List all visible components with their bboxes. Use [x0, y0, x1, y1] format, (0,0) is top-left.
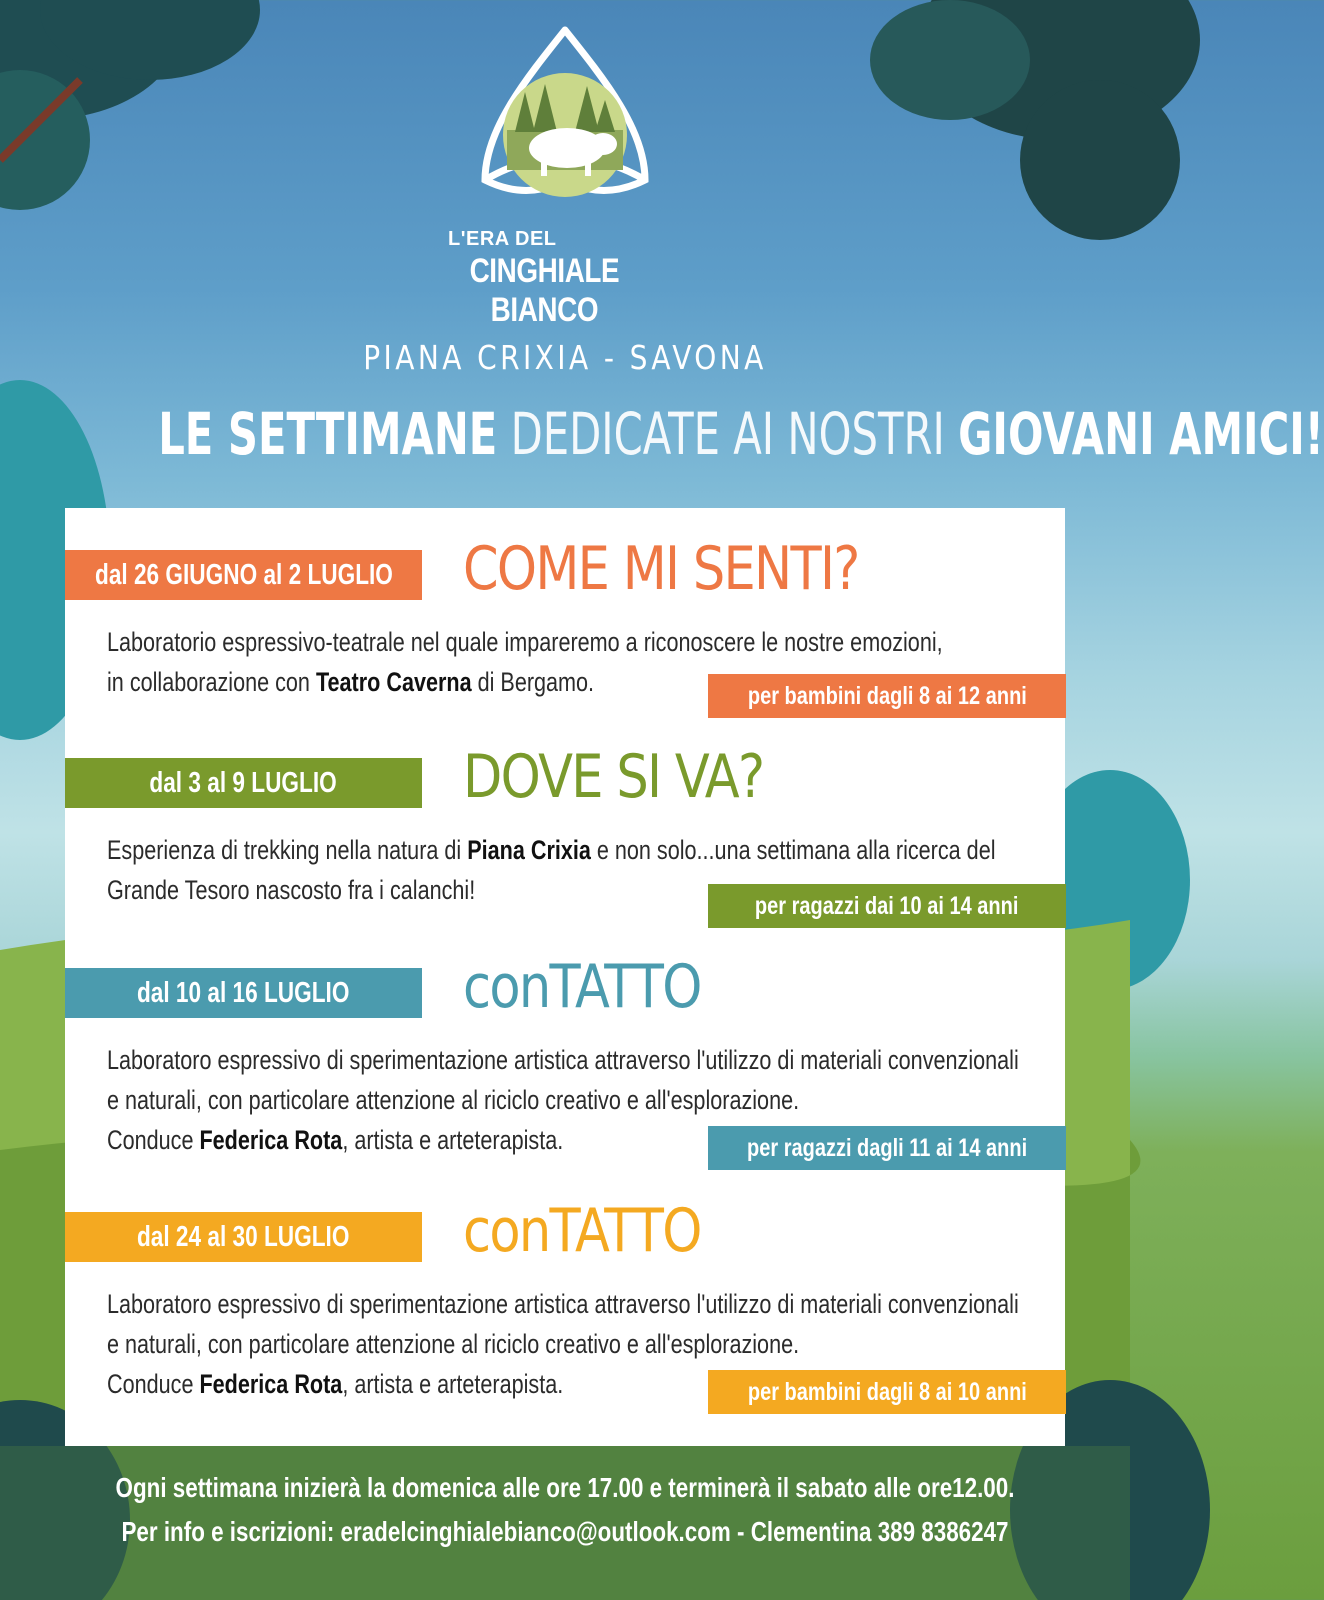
- footer-contact: Per info e iscrizioni: eradelcinghialebianco@outlook.com - Clementina 389 8386247: [121, 1516, 1009, 1547]
- age-badge: per ragazzi dagli 11 ai 14 anni: [708, 1126, 1066, 1170]
- triquetra-boar-logo-icon: [455, 20, 675, 220]
- week-description: Laboratoro espressivo di sperimentazione artistica attraverso l'utilizzo di materiali convenzionali e naturali, con particolare attenzione al riciclo creativo e all'esplorazione. Conduce Federica Rota, artista e arteterapista.: [107, 1289, 1019, 1399]
- program-panel: [65, 508, 1065, 1446]
- week-title: COME MI SENTI?: [463, 534, 859, 604]
- age-badge: per bambini dagli 8 ai 10 anni: [708, 1370, 1066, 1414]
- brand-name-line1: L'ERA DEL: [448, 228, 557, 250]
- date-tab: dal 10 al 16 LUGLIO: [65, 968, 422, 1018]
- week-description: Laboratorio espressivo-teatrale nel quale impareremo a riconoscere le nostre emozioni, in collaborazione con Teatro Caverna di Bergamo.: [107, 627, 943, 697]
- headline-part1: LE SETTIMANE: [158, 400, 498, 468]
- headline-part3: GIOVANI AMICI!: [958, 400, 1324, 468]
- headline-part2: DEDICATE AI NOSTRI: [510, 400, 945, 468]
- main-headline: [158, 400, 1324, 468]
- date-tab: dal 24 al 30 LUGLIO: [65, 1212, 422, 1262]
- age-badge: per ragazzi dai 10 ai 14 anni: [708, 884, 1066, 928]
- footer-schedule: Ogni settimana inizierà la domenica alle ore 17.00 e terminerà il sabato alle ore12.00.: [115, 1472, 1015, 1503]
- week-title: DOVE SI VA?: [463, 742, 764, 812]
- footer-info: [0, 1466, 1130, 1554]
- week-description: Laboratoro espressivo di sperimentazione artistica attraverso l'utilizzo di materiali convenzionali e naturali, con particolare attenzione al riciclo creativo e all'esplorazione. Conduce Federica Rota, artista e arteterapista.: [107, 1045, 1019, 1155]
- week-description: Esperienza di trekking nella natura di Piana Crixia e non solo...una settimana alla ricerca del Grande Tesoro nascosto fra i calanchi!: [107, 835, 996, 905]
- date-tab: dal 3 al 9 LUGLIO: [65, 758, 422, 808]
- age-badge: per bambini dagli 8 ai 12 anni: [708, 674, 1066, 718]
- date-tab: dal 26 GIUGNO al 2 LUGLIO: [65, 550, 422, 600]
- week-title: conTATTO: [463, 952, 701, 1022]
- brand-name-line2: CINGHIALE BIANCO: [469, 252, 620, 329]
- location-heading: PIANA CRIXIA - SAVONA: [363, 338, 767, 377]
- week-title: conTATTO: [463, 1196, 701, 1266]
- brand-logo: [0, 20, 1130, 329]
